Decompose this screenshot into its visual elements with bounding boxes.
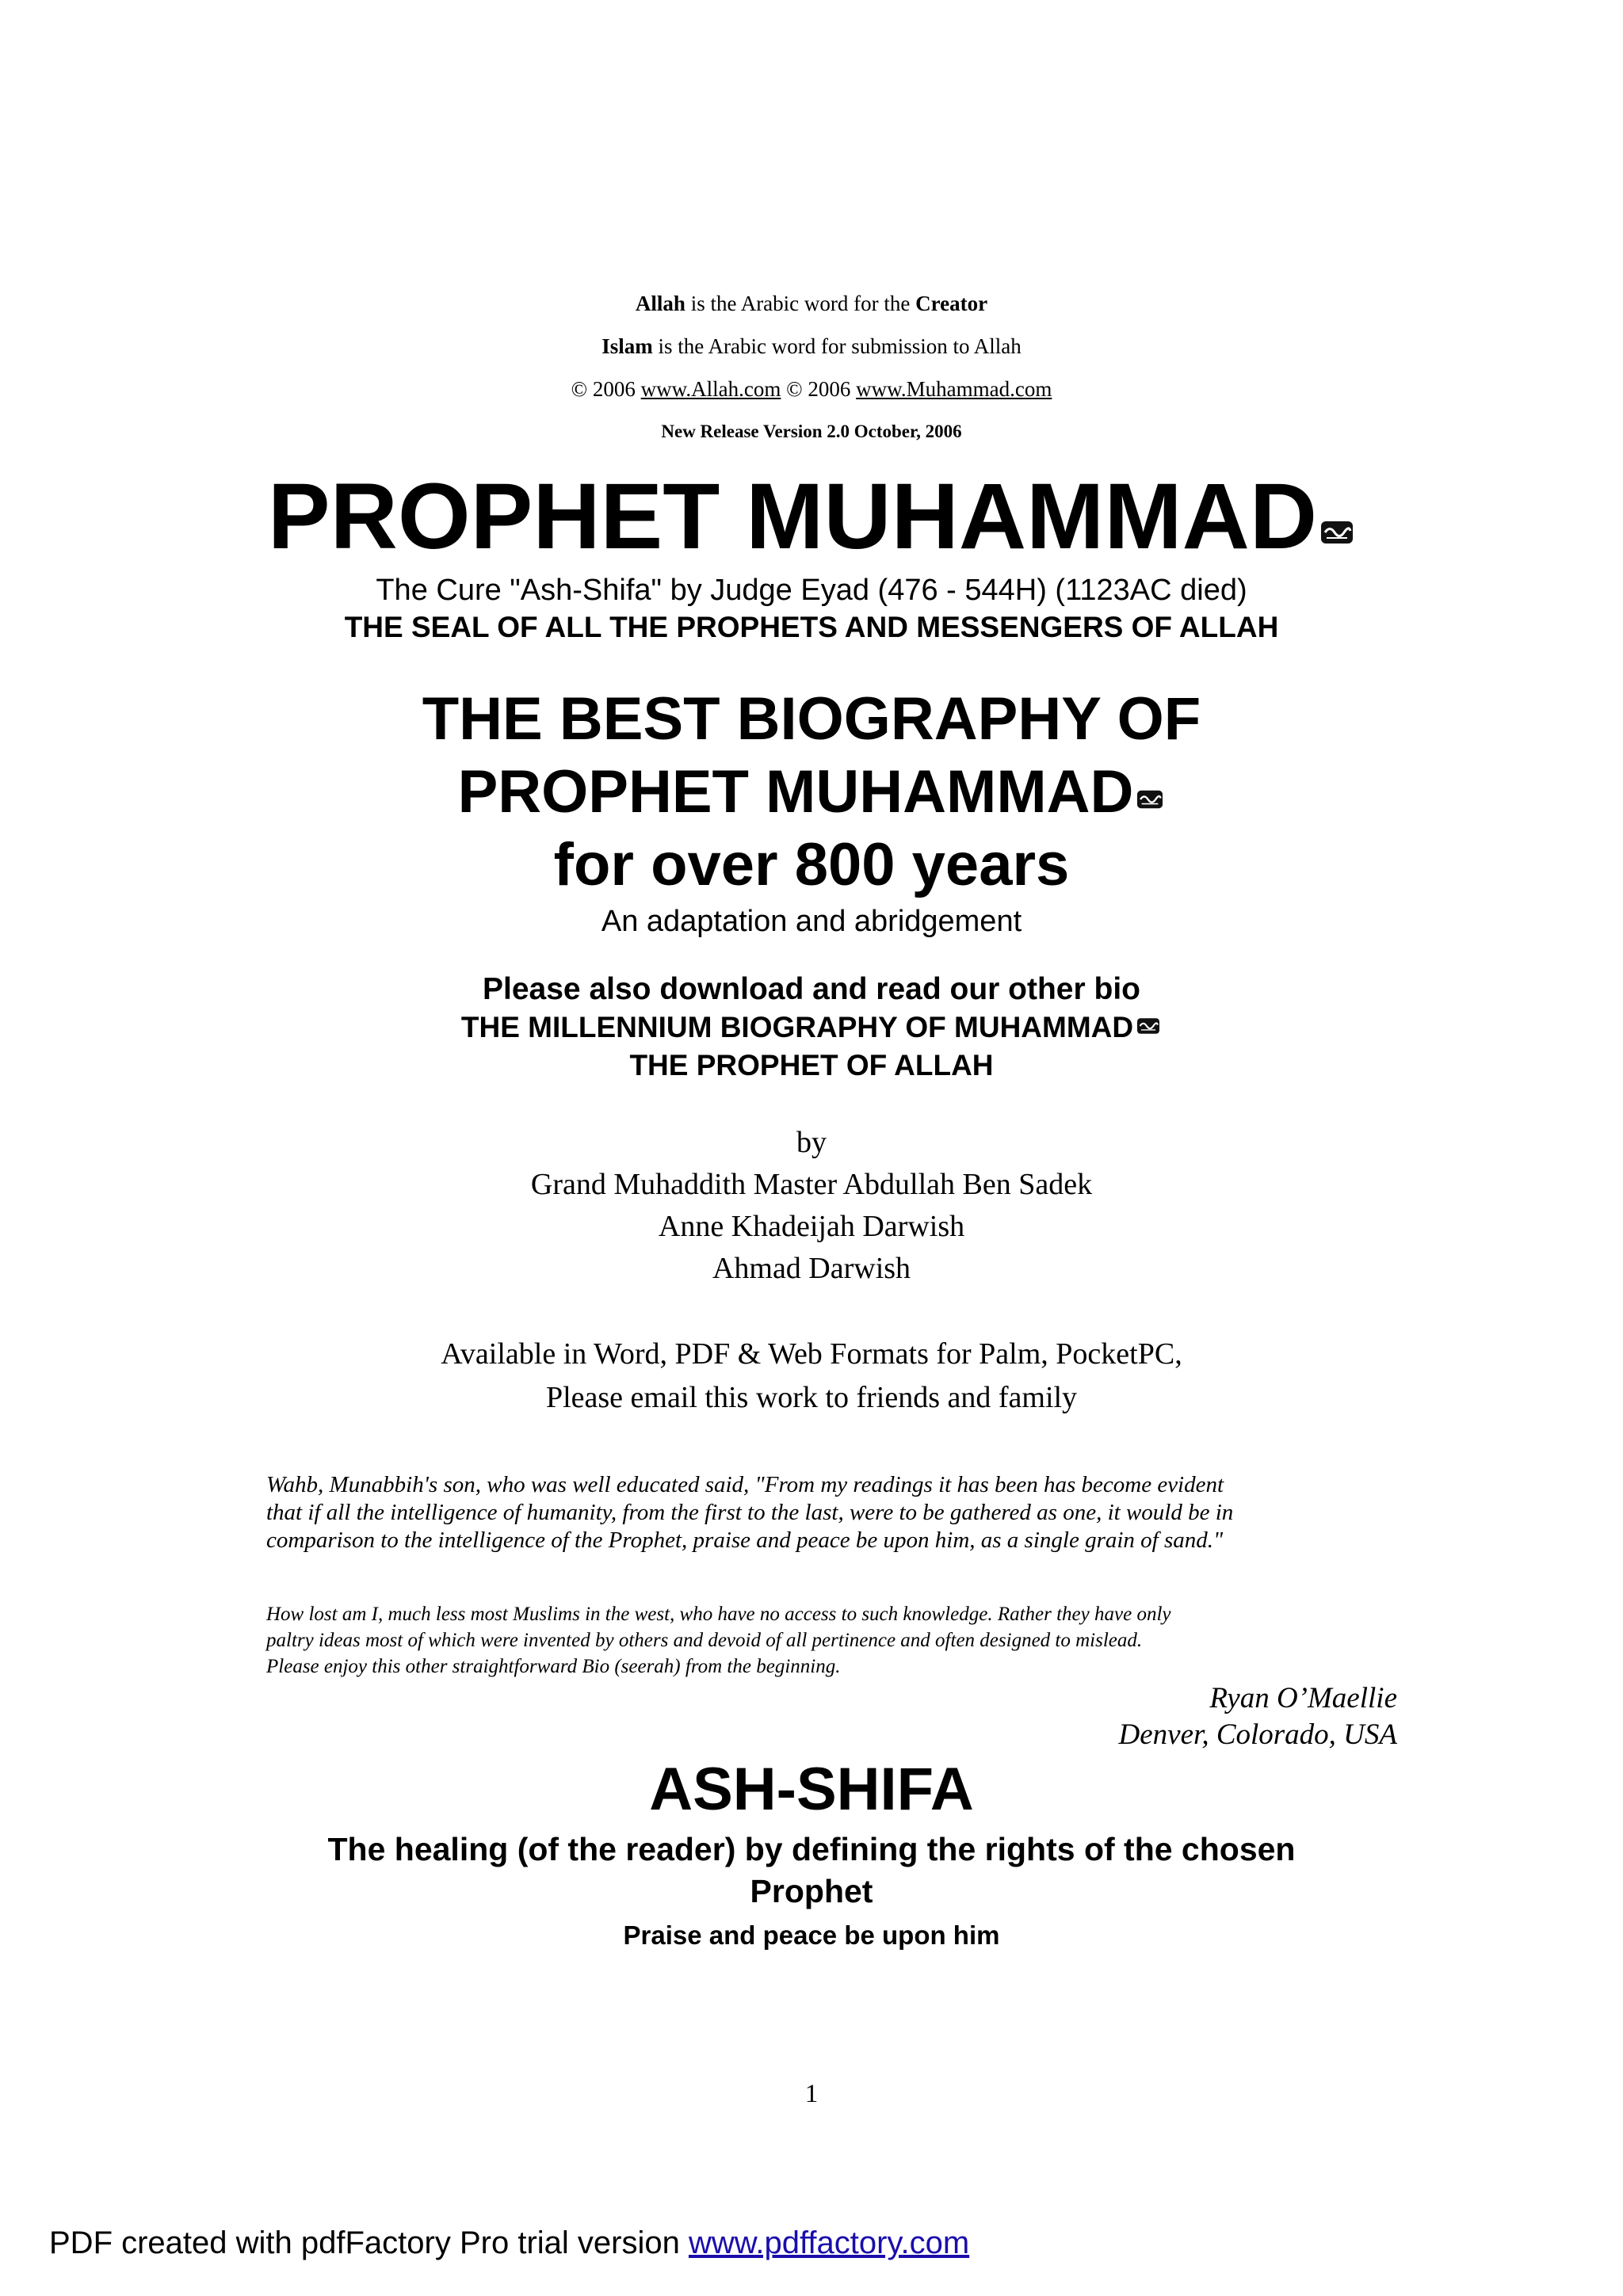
availability-line1: Available in Word, PDF & Web Formats for Palm, PocketPC, [441,1337,1182,1371]
seal-line: THE SEAL OF ALL THE PROPHETS AND MESSENGERS OF ALLAH [344,611,1279,643]
header-line-allah: Allah is the Arabic word for the Creator [635,292,988,315]
best-bio-line1: THE BEST BIOGRAPHY OF [422,685,1201,753]
islam-word: Islam [601,334,653,358]
note-line1: How lost am I, much less most Muslims in the west, who have no access to such knowledge. Rather they have only [266,1604,1171,1625]
muhammad-link[interactable]: www.Muhammad.com [856,377,1052,401]
pbuh-seal-icon [1135,1015,1162,1037]
signature-name: Ryan O’Maellie [1209,1682,1397,1714]
signature-place: Denver, Colorado, USA [1118,1718,1397,1751]
ashshifa-line2: Prophet [750,1873,873,1909]
other-bio-line3: THE PROPHET OF ALLAH [629,1049,994,1081]
pdf-footer: PDF created with pdfFactory Pro trial version www.pdffactory.com [49,2225,970,2260]
ashshifa-line1: The healing (of the reader) by defining the rights of the chosen [327,1831,1296,1867]
main-title: PROPHET MUHAMMAD [0,462,1623,571]
author-3: Ahmad Darwish [712,1252,911,1285]
header-line-islam: Islam is the Arabic word for submission to Allah [601,334,1022,358]
note-line3: Please enjoy this other straightforward Bio (seerah) from the beginning. [266,1656,841,1677]
best-bio-sub: An adaptation and abridgement [601,905,1022,938]
copyright-line: © 2006 www.Allah.com © 2006 www.Muhammad.com [571,377,1052,401]
release-line: New Release Version 2.0 October, 2006 [661,421,962,441]
creator-word: Creator [915,292,988,315]
best-bio-line2: PROPHET MUHAMMAD [0,756,1623,829]
best-bio-line3: for over 800 years [553,831,1070,898]
pbuh-seal-icon [1319,517,1355,548]
other-bio-line1: Please also download and read our other bio [483,972,1140,1006]
pbuh-seal-icon [1135,787,1165,812]
other-bio-line2: THE MILLENNIUM BIOGRAPHY OF MUHAMMAD [0,1011,1623,1044]
pdffactory-link[interactable]: www.pdffactory.com [688,2225,970,2260]
ashshifa-line3: Praise and peace be upon him [623,1920,1000,1950]
by-label: by [796,1126,827,1159]
allah-word: Allah [635,292,685,315]
title-subtitle: The Cure "Ash-Shifa" by Judge Eyad (476 - 544H) (1123AC died) [376,574,1247,607]
note-line2: paltry ideas most of which were invented by others and devoid of all pertinence and often designed to mislead. [266,1630,1143,1651]
page-number: 1 [804,2080,819,2108]
quote-line1: Wahb, Munabbih's son, who was well educated said, "From my readings it has been has become evident [266,1472,1224,1497]
allah-link[interactable]: www.Allah.com [640,377,781,401]
availability-line2: Please email this work to friends and family [545,1381,1078,1414]
author-1: Grand Muhaddith Master Abdullah Ben Sadek [530,1168,1093,1201]
author-2: Anne Khadeijah Darwish [658,1210,965,1243]
quote-line3: comparison to the intelligence of the Prophet, praise and peace be upon him, as a single grain of sand." [266,1527,1224,1553]
quote-line2: that if all the intelligence of humanity, from the first to the last, were to be gathered as one, it would be in [266,1500,1234,1525]
ashshifa-title: ASH-SHIFA [649,1756,974,1823]
